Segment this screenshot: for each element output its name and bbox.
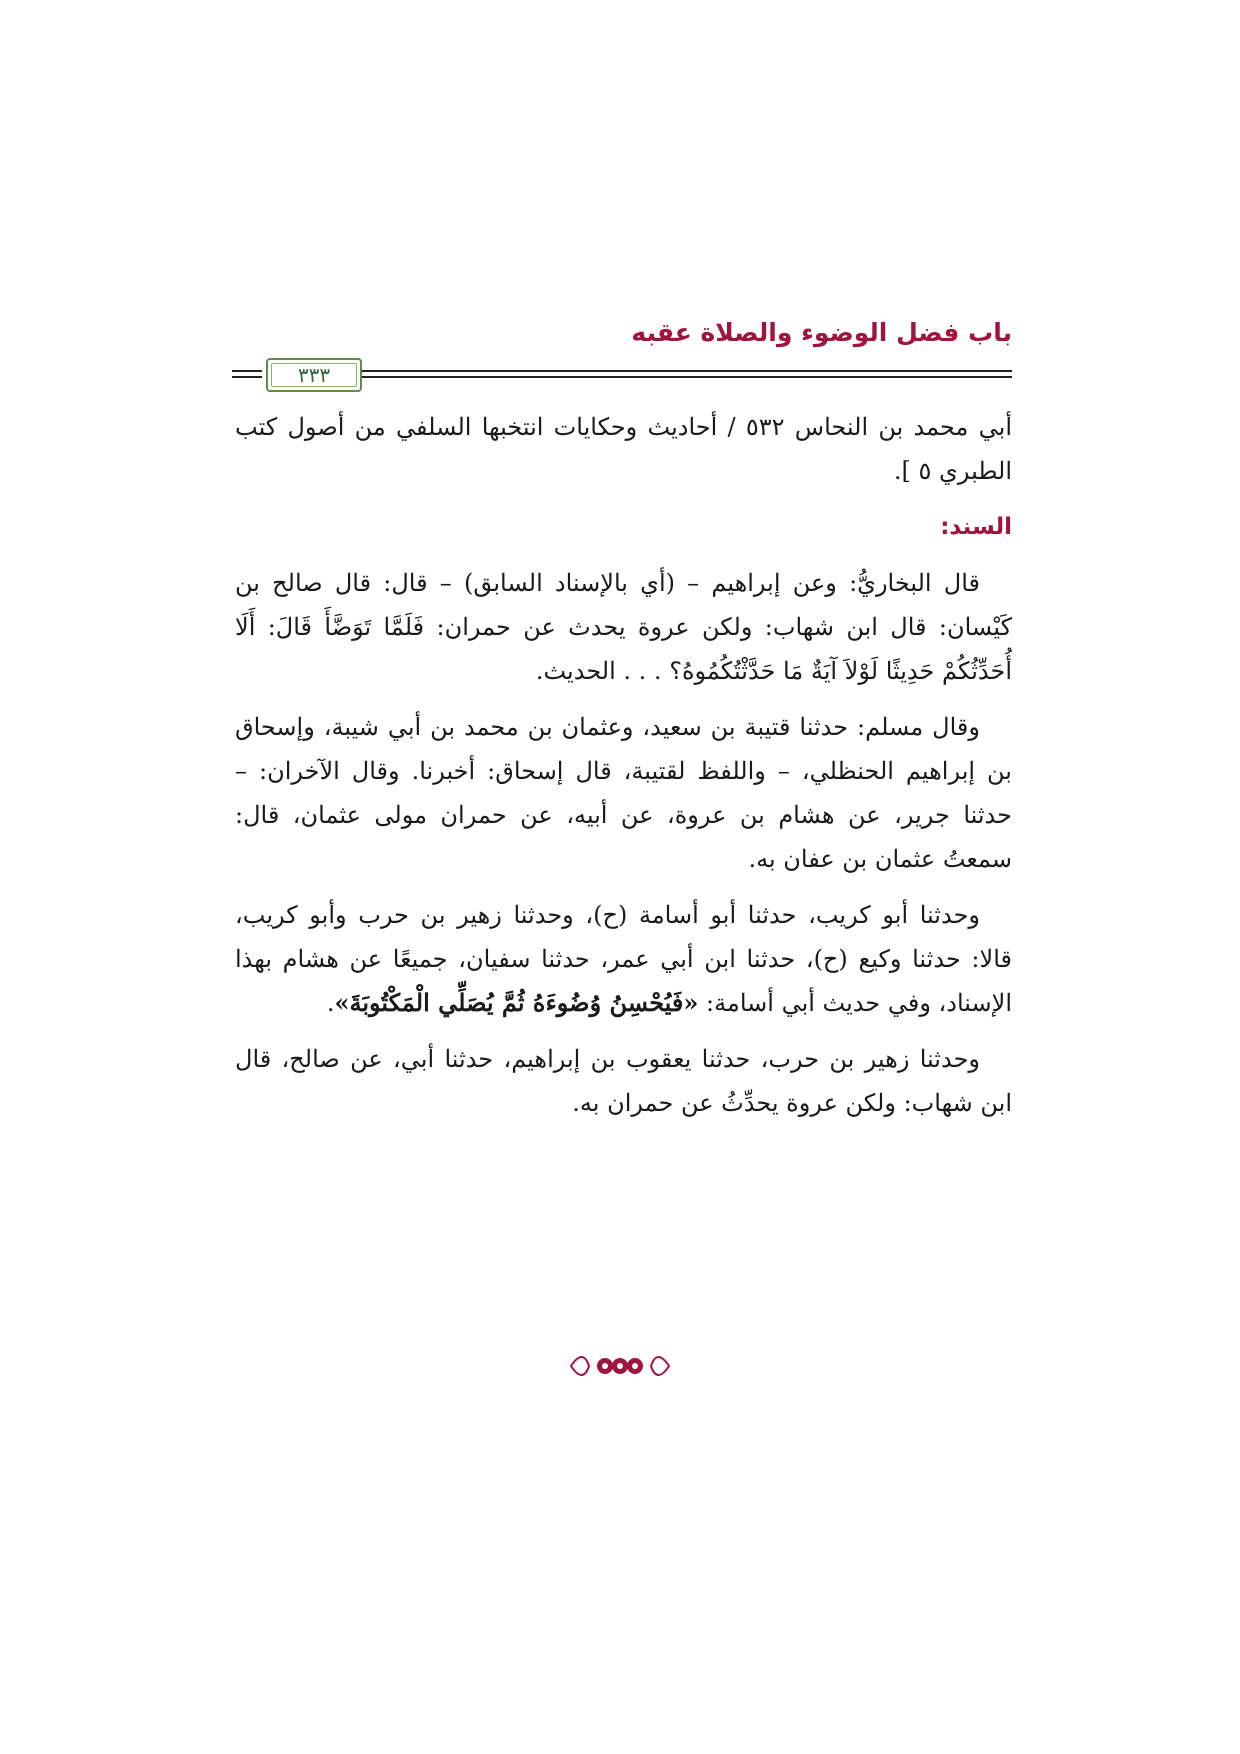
- paragraph-bukhari: [235, 561, 1012, 693]
- floral-divider-icon: [565, 1346, 675, 1386]
- page-header: [232, 318, 1012, 392]
- body-text: [235, 405, 1012, 1137]
- running-title: باب فضل الوضوء والصلاة عقبه: [631, 318, 1012, 347]
- header-rule-left: [232, 370, 262, 378]
- abu-kurayb-text: وحدثنا أبو كريب، حدثنا أبو أسامة (ح)، وحدثنا زهير بن حرب وأبو كريب، قالا: حدثنا وكيع (ح)، حدثنا ابن أبي عمر، حدثنا سفيان، جميعًا عن هشام بهذا الإسناد، وفي حديث أبي أسامة:: [235, 901, 1012, 1017]
- abu-kurayb-ending: .: [326, 989, 335, 1017]
- hadith-text: فَلَمَّا تَوَضَّأَ قَالَ: أَلَا أُحَدِّثُكُمْ حَدِيثًا لَوْلاَ آيَةٌ مَا حَدَّثْتُكُمُوهُ؟: [235, 613, 1012, 685]
- page-number: ٣٣٣: [271, 363, 357, 387]
- paragraph-abu-kurayb: [235, 893, 1012, 1025]
- paragraph-reference: أبي محمد بن النحاس ٥٣٢ / أحاديث وحكايات انتخبها السلفي من أصول كتب الطبري ٥ ].: [235, 413, 1012, 485]
- sanad-heading: السند:: [940, 514, 1012, 540]
- bukhari-text: قال البخاريُّ: وعن إبراهيم – (أي بالإسناد السابق) – قال: قال صالح بن كَيْسان: قال ابن شهاب: ولكن عروة يحدث عن حمران:: [235, 569, 1012, 641]
- paragraph-zuhayr: وحدثنا زهير بن حرب، حدثنا يعقوب بن إبراهيم، حدثنا أبي، عن صالح، قال ابن شهاب: ولكن عروة يحدِّثُ عن حمران به.: [235, 1045, 1012, 1117]
- page-number-badge: [266, 358, 362, 392]
- paragraph-muslim: وقال مسلم: حدثنا قتيبة بن سعيد، وعثمان بن محمد بن أبي شيبة، وإسحاق بن إبراهيم الحنظلي، – واللفظ لقتيبة، قال إسحاق: أخبرنا. وقال الآخران: – حدثنا جرير، عن هشام بن عروة، عن أبيه، عن حمران مولى عثمان، قال: سمعتُ عثمان بن عفان به.: [235, 713, 1012, 873]
- bukhari-ending: . . . الحديث.: [535, 657, 662, 685]
- quoted-hadith: «فَيُحْسِنُ وُضُوءَهُ ثُمَّ يُصَلِّي الْمَكْتُوبَةَ»: [334, 988, 699, 1017]
